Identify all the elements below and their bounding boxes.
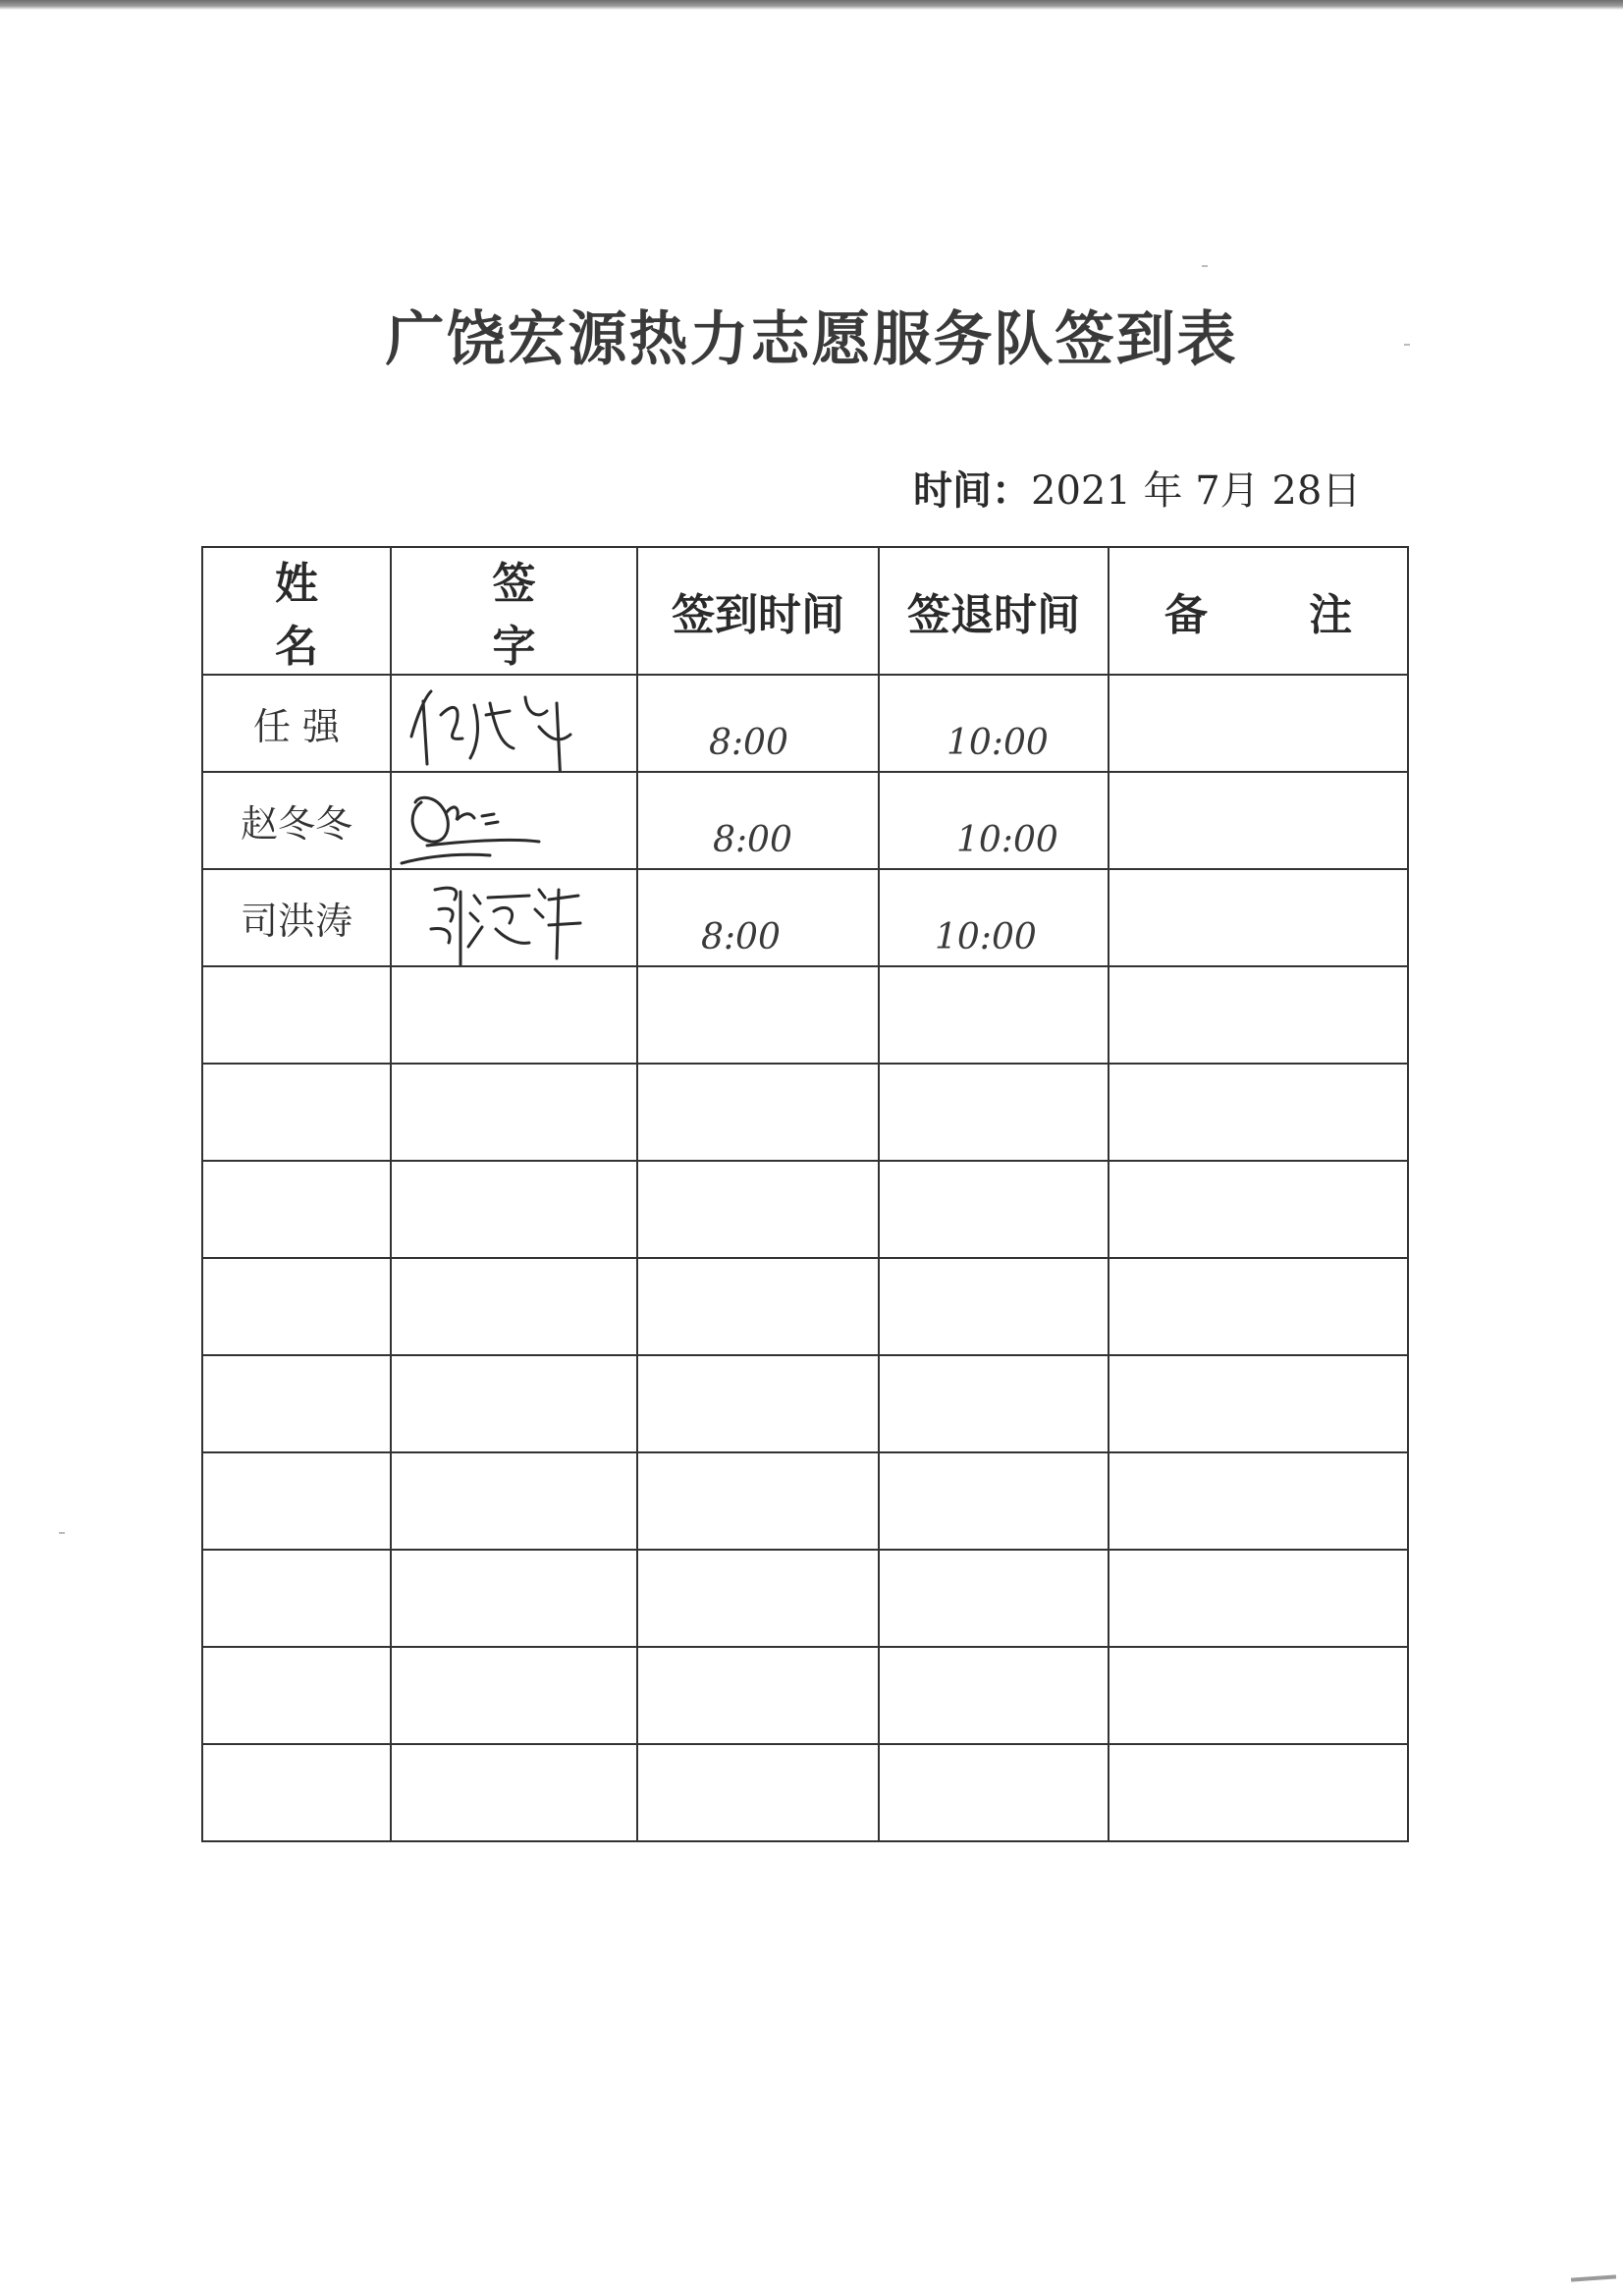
note-cell bbox=[1109, 1452, 1408, 1550]
scan-edge bbox=[0, 0, 1623, 10]
sign-out-cell bbox=[879, 869, 1109, 966]
sign-out-cell bbox=[879, 772, 1109, 869]
sign-out-cell bbox=[879, 1355, 1109, 1452]
note-cell bbox=[1109, 772, 1408, 869]
signature-cell bbox=[391, 1452, 637, 1550]
table-row bbox=[202, 966, 1408, 1064]
handwritten-signature bbox=[392, 773, 638, 868]
sign-out-cell bbox=[879, 1744, 1109, 1841]
table-header-row bbox=[202, 547, 1408, 675]
scan-corner-mark bbox=[1571, 2274, 1616, 2281]
name-cell: 司洪涛 bbox=[202, 869, 391, 966]
signature-cell bbox=[391, 675, 637, 772]
note-cell bbox=[1109, 1647, 1408, 1744]
header-name: 姓 名 bbox=[202, 547, 391, 675]
sign-out-time: 10:00 bbox=[956, 820, 1058, 860]
signature-cell bbox=[391, 1744, 637, 1841]
sign-in-time: 8:00 bbox=[709, 723, 788, 763]
table-row bbox=[202, 1647, 1408, 1744]
table-row bbox=[202, 675, 1408, 772]
sign-in-cell bbox=[637, 1452, 879, 1550]
name-cell bbox=[202, 1647, 391, 1744]
date-line bbox=[913, 460, 1361, 516]
sign-out-cell bbox=[879, 1258, 1109, 1355]
table-row bbox=[202, 1258, 1408, 1355]
header-signature: 签 字 bbox=[391, 547, 637, 675]
scan-speck bbox=[1202, 265, 1208, 267]
sign-out-cell bbox=[879, 1064, 1109, 1161]
table-row bbox=[202, 1161, 1408, 1258]
name-cell bbox=[202, 966, 391, 1064]
table-row bbox=[202, 869, 1408, 966]
sign-in-cell bbox=[637, 1647, 879, 1744]
sign-out-time: 10:00 bbox=[935, 917, 1037, 957]
sign-out-cell bbox=[879, 1550, 1109, 1647]
table-row bbox=[202, 1355, 1408, 1452]
document-title: 广饶宏源热力志愿服务队签到表 bbox=[385, 305, 1238, 374]
name-cell bbox=[202, 1064, 391, 1161]
sign-out-cell bbox=[879, 1161, 1109, 1258]
note-cell bbox=[1109, 1258, 1408, 1355]
sign-in-cell bbox=[637, 1258, 879, 1355]
table-row bbox=[202, 772, 1408, 869]
sign-in-cell bbox=[637, 675, 879, 772]
name-cell: 赵冬冬 bbox=[202, 772, 391, 869]
scan-speck bbox=[1404, 344, 1410, 346]
note-cell bbox=[1109, 675, 1408, 772]
sign-in-cell bbox=[637, 1355, 879, 1452]
sign-in-time: 8:00 bbox=[701, 917, 781, 957]
name-cell bbox=[202, 1355, 391, 1452]
date-label: 时间： bbox=[913, 468, 1031, 514]
sign-out-time: 10:00 bbox=[947, 723, 1049, 763]
name-cell bbox=[202, 1258, 391, 1355]
sign-in-cell bbox=[637, 966, 879, 1064]
signature-cell bbox=[391, 1550, 637, 1647]
signin-table bbox=[201, 546, 1409, 1842]
table-row bbox=[202, 1452, 1408, 1550]
signature-cell bbox=[391, 869, 637, 966]
sign-in-cell bbox=[637, 1064, 879, 1161]
scan-speck bbox=[59, 1532, 65, 1534]
date-value: 2021 年 7月 28日 bbox=[1031, 468, 1362, 514]
table-row bbox=[202, 1744, 1408, 1841]
note-cell bbox=[1109, 966, 1408, 1064]
sign-in-time: 8:00 bbox=[713, 820, 792, 860]
signature-cell bbox=[391, 1161, 637, 1258]
signature-cell bbox=[391, 1064, 637, 1161]
sign-out-cell bbox=[879, 1647, 1109, 1744]
name-cell bbox=[202, 1550, 391, 1647]
name-cell bbox=[202, 1161, 391, 1258]
note-cell bbox=[1109, 869, 1408, 966]
sign-in-cell bbox=[637, 1550, 879, 1647]
signature-cell bbox=[391, 1258, 637, 1355]
signature-cell bbox=[391, 1355, 637, 1452]
signature-cell bbox=[391, 966, 637, 1064]
name-cell: 任 强 bbox=[202, 675, 391, 772]
handwritten-signature bbox=[392, 870, 638, 965]
note-cell bbox=[1109, 1355, 1408, 1452]
note-cell bbox=[1109, 1550, 1408, 1647]
note-cell bbox=[1109, 1161, 1408, 1258]
sign-out-cell bbox=[879, 675, 1109, 772]
header-note: 备 注 bbox=[1109, 547, 1408, 675]
sign-in-cell bbox=[637, 869, 879, 966]
sign-in-cell bbox=[637, 772, 879, 869]
name-cell bbox=[202, 1452, 391, 1550]
name-cell bbox=[202, 1744, 391, 1841]
note-cell bbox=[1109, 1744, 1408, 1841]
handwritten-signature bbox=[392, 676, 638, 771]
header-sign-in-time: 签到时间 bbox=[637, 547, 879, 675]
note-cell bbox=[1109, 1064, 1408, 1161]
table-row bbox=[202, 1550, 1408, 1647]
table-row bbox=[202, 1064, 1408, 1161]
signature-cell bbox=[391, 1647, 637, 1744]
header-sign-out-time: 签退时间 bbox=[879, 547, 1109, 675]
signature-cell bbox=[391, 772, 637, 869]
sign-in-cell bbox=[637, 1744, 879, 1841]
sign-out-cell bbox=[879, 1452, 1109, 1550]
sign-out-cell bbox=[879, 966, 1109, 1064]
sign-in-cell bbox=[637, 1161, 879, 1258]
